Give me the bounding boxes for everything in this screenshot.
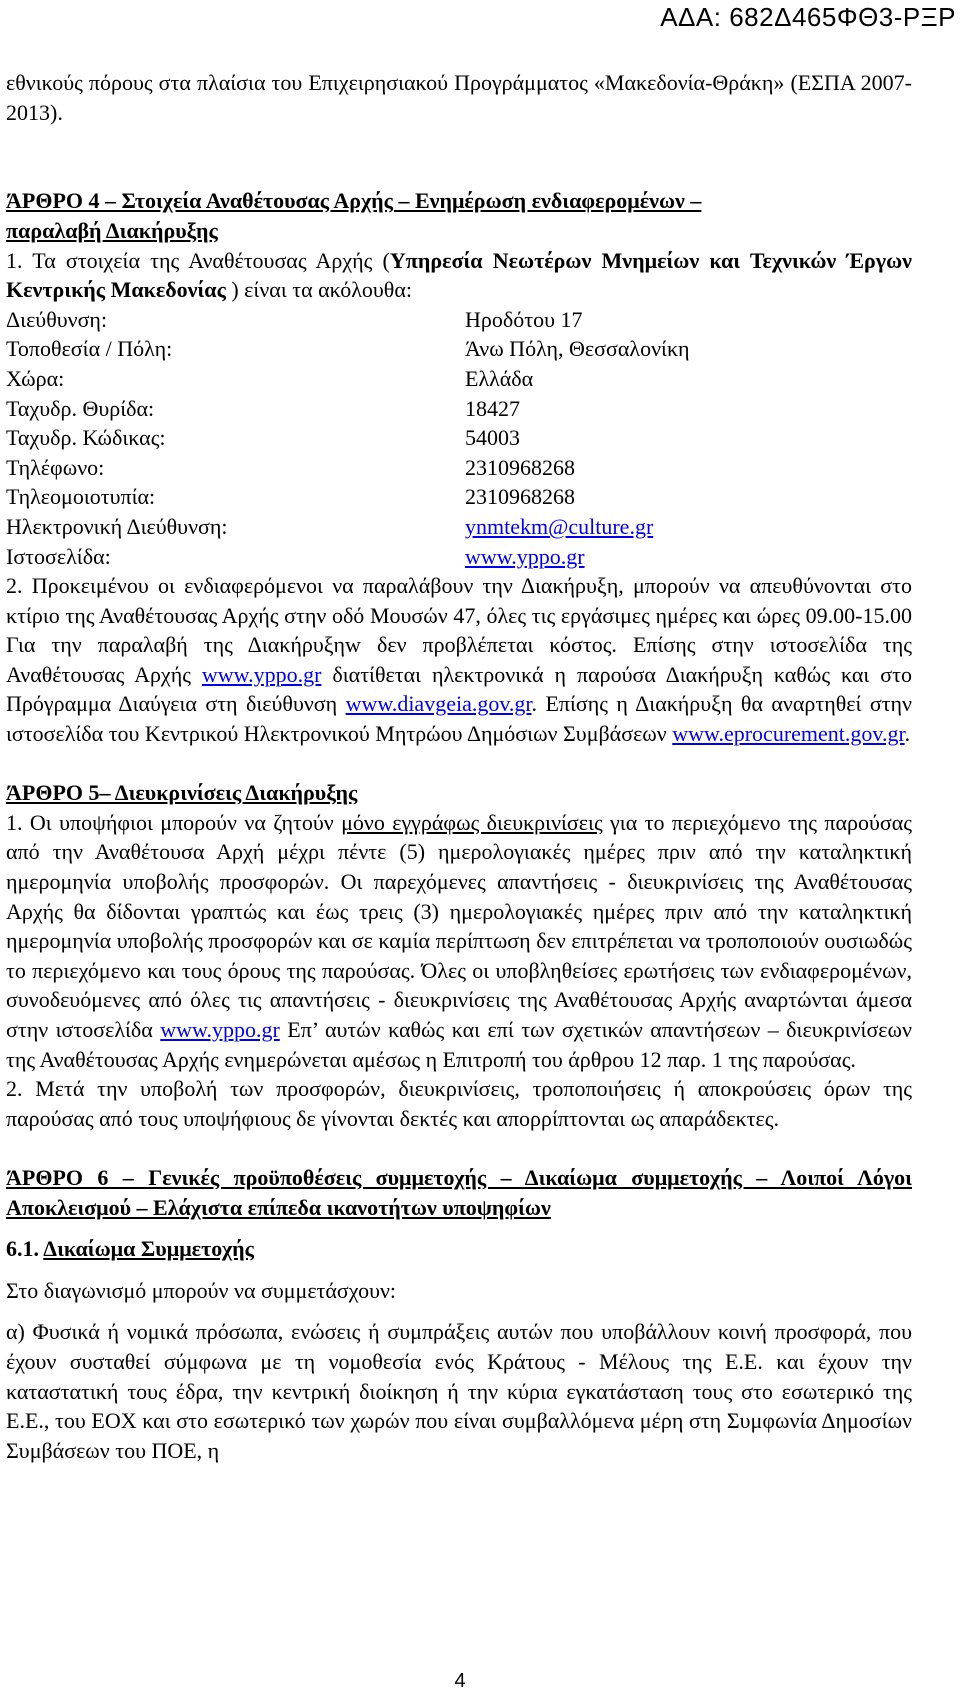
article5-heading xyxy=(6,778,912,808)
info-label: Ταχυδρ. Κώδικας: xyxy=(6,425,166,451)
info-row-email xyxy=(6,512,912,542)
info-label: Τηλεομοιοτυπία: xyxy=(6,484,156,510)
info-row xyxy=(6,364,912,394)
article5-p1-text-b: για το περιεχόμενο της παρούσας από την Αναθέτουσα Αρχή μέχρι πέντε (5) ημερολογιακές ημέρες πριν από την καταληκτική ημερομηνία υποβολής προσφορών. Οι παρεχόμενες απαντήσεις - διευκρινίσεις της Αναθέτουσας Αρχής θα δίδονται γραπτώς και έως τρεις (3) ημερολογιακές ημέρες πριν από την καταληκτική ημερομηνία υποβολής προσφορών και σε καμία περίπτωση δεν επιτρέπεται να τροποποιούν ουσιωδώς το περιεχόμενο και τους όρους της παρούσας. Όλες οι υποβληθείσες ερωτήσεις των ενδιαφερομένων, συνοδευόμενες από όλες τις απαντήσεις - διευκρινίσεις της Αναθέτουσας Αρχής αναρτώνται άμεσα στην ιστοσελίδα xyxy=(6,809,913,1042)
info-row xyxy=(6,453,912,483)
intro-paragraph: εθνικούς πόρους στα πλαίσια του Επιχειρησιακού Προγράμματος «Μακεδονία-Θράκη» (ΕΣΠΑ 2007-2013). xyxy=(6,70,912,125)
yppo-link[interactable]: www.yppo.gr xyxy=(201,661,322,687)
info-row xyxy=(6,334,912,364)
article4-heading xyxy=(6,186,912,245)
info-row-website xyxy=(6,542,912,572)
website-link[interactable]: www.yppo.gr xyxy=(465,543,585,569)
subheading-title: Δικαίωμα Συμμετοχής xyxy=(43,1236,254,1262)
authority-name: Υπηρεσία Νεωτέρων Μνημείων και Τεχνικών Έργων Κεντρικής Μακεδονίας xyxy=(6,247,912,303)
article5-heading-text: ΆΡΘΡΟ 5– Διευκρινίσεις Διακήρυξης xyxy=(6,780,358,806)
article6-heading-text: ΆΡΘΡΟ 6 – Γενικές προϋποθέσεις συμμετοχής – Δικαίωμα συμμετοχής – Λοιποί Λόγοι Αποκλεισμού – Ελάχιστα επίπεδα ικανοτήτων υποψηφίων xyxy=(6,1164,912,1220)
article5-paragraph1 xyxy=(6,808,912,1074)
written-clarifications: μόνο εγγράφως διευκρινίσεις xyxy=(341,809,603,835)
info-value: Άνω Πόλη, Θεσσαλονίκη xyxy=(465,336,690,362)
email-link[interactable]: ynmtekm@culture.gr xyxy=(465,513,654,539)
website-label: Ιστοσελίδα: xyxy=(6,543,111,569)
ada-code: ΑΔΑ: 682Δ465ΦΘ3-ΡΞΡ xyxy=(660,2,956,32)
info-label: Διεύθυνση: xyxy=(6,306,108,332)
article5-p1-text-a: 1. Οι υποψήφιοι μπορούν να ζητούν xyxy=(6,809,342,835)
info-row xyxy=(6,305,912,335)
article4-heading-line1: ΆΡΘΡΟ 4 – Στοιχεία Αναθέτουσας Αρχής – Ενημέρωση ενδιαφερομένων – xyxy=(6,188,702,214)
info-value: 2310968268 xyxy=(465,454,575,480)
article4-paragraph1 xyxy=(6,246,912,305)
eprocurement-link[interactable]: www.eprocurement.gov.gr xyxy=(672,721,905,747)
info-value: Ελλάδα xyxy=(465,365,534,391)
info-row xyxy=(6,394,912,424)
article4-heading-line2: παραλαβή Διακήρυξης xyxy=(6,217,218,243)
subheading-number: 6.1. xyxy=(6,1236,44,1262)
email-label: Ηλεκτρονική Διεύθυνση: xyxy=(6,513,228,539)
article4-p2-text-b: διατίθεται ηλεκτρονικά η παρούσα Διακήρυξη καθώς και στο Πρόγραμμα Διαύγεια στη διεύθυνση xyxy=(6,661,912,717)
article4-p2-text-a: 2. Προκειμένου οι ενδιαφερόμενοι να παραλάβουν την Διακήρυξη, μπορούν να απευθύνονται στο κτίριο της Αναθέτουσας Αρχής στην οδό Μουσών 47, όλες τις εργάσιμες ημέρες και ώρες 09.00-15.00 Για την παραλαβή της Διακήρυξηw δεν προβλέπεται κόστος. Επίσης στην ιστοσελίδα της Αναθέτουσας Αρχής xyxy=(6,573,912,687)
article4-p1-start: 1. Τα στοιχεία της Αναθέτουσας Αρχής ( xyxy=(6,247,390,273)
article5-p1-text-c: Επ’ αυτών καθώς και επί των σχετικών απαντήσεων – διευκρινίσεων της Αναθέτουσας Αρχής ενημερώνεται αμέσως η Επιτροπή του άρθρου 12 παρ. 1 της παρούσας. xyxy=(6,1017,912,1072)
info-row xyxy=(6,482,912,512)
info-label: Τηλέφωνο: xyxy=(6,454,105,480)
article6-paragraph2: α) Φυσικά ή νομικά πρόσωπα, ενώσεις ή συμπράξεις αυτών που υποβάλλουν κοινή προσφορά, που έχουν συσταθεί σύμφωνα με τη νομοθεσία ενός Κράτους - Μέλους της Ε.Ε. και έχουν την καταστατική τους έδρα, την κεντρική διοίκηση ή την κύρια εγκατάσταση τους στο εσωτερικό της Ε.Ε., του ΕΟΧ και στο εσωτερικό των χωρών που είναι συμβαλλόμενα μέρη στη Συμφωνία Δημοσίων Συμβάσεων του ΠΟΕ, η xyxy=(6,1319,912,1463)
info-value: Ηροδότου 17 xyxy=(465,306,583,332)
yppo-link-2[interactable]: www.yppo.gr xyxy=(160,1017,280,1042)
info-label: Χώρα: xyxy=(6,365,65,391)
info-value: 54003 xyxy=(465,425,520,451)
article4-p1-end: ) είναι τα ακόλουθα: xyxy=(225,277,412,303)
article4-p2-text-d: . xyxy=(904,721,911,747)
article6-paragraph1: Στο διαγωνισμό μπορούν να συμμετάσχουν: xyxy=(6,1277,397,1303)
document-body xyxy=(6,68,912,1465)
info-label: Ταχυδρ. Θυρίδα: xyxy=(6,395,155,421)
info-label: Τοποθεσία / Πόλη: xyxy=(6,336,173,362)
article6-subheading xyxy=(6,1234,912,1264)
info-value: 18427 xyxy=(465,395,520,421)
info-row xyxy=(6,423,912,453)
article4-p2-text-c: . Επίσης η Διακήρυξη θα αναρτηθεί στην ιστοσελίδα του Κεντρικού Ηλεκτρονικού Μητρώου Δημόσιων Συμβάσεων xyxy=(6,691,913,747)
diavgeia-link[interactable]: www.diavgeia.gov.gr xyxy=(345,691,532,717)
article6-heading xyxy=(6,1163,912,1222)
authority-info-table xyxy=(6,305,912,571)
info-value: 2310968268 xyxy=(465,484,575,510)
article5-paragraph2: 2. Μετά την υποβολή των προσφορών, διευκρινίσεις, τροποποιήσεις ή αποκρούσεις όρων της παρούσας από τους υποψήφιους δε γίνονται δεκτές και απορρίπτονται ως απαράδεκτες. xyxy=(6,1076,912,1131)
article4-paragraph2 xyxy=(6,571,912,749)
page-number: 4 xyxy=(454,1670,466,1692)
